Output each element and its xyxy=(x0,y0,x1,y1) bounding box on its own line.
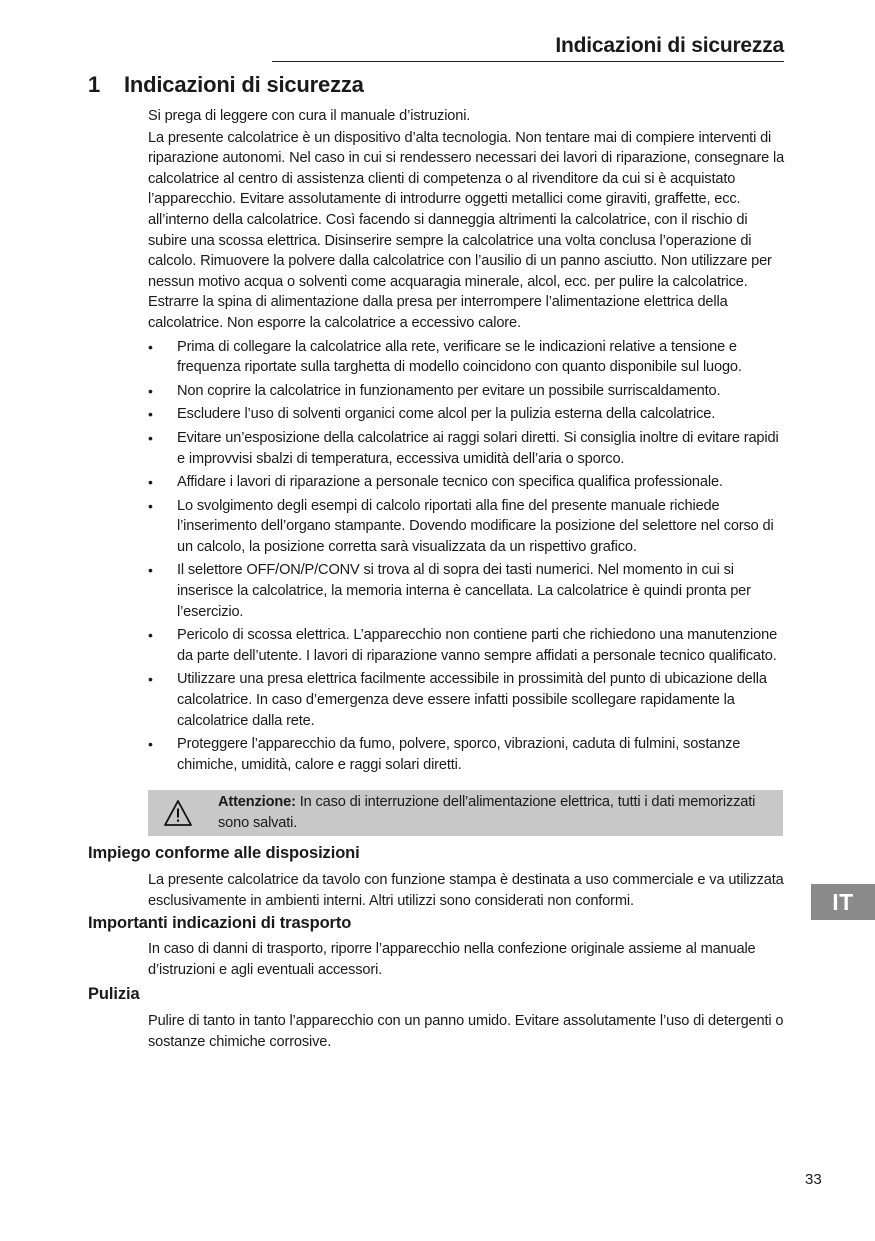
bullet-icon: • xyxy=(148,497,153,514)
list-item-text: Prima di collegare la calcolatrice alla rete, verificare se le indicazioni relative a tensione e frequenza riportate sulla targhetta di modello coincidono con quanto disponibile sul luogo. xyxy=(177,338,742,376)
list-item xyxy=(148,669,788,731)
section-title-text: Indicazioni di sicurezza xyxy=(124,72,364,97)
list-item xyxy=(148,337,788,378)
subsection-body: La presente calcolatrice da tavolo con funzione stampa è destinata a uso commerciale e va utilizzata esclusivamente in ambienti interni. Altri utilizzi sono considerati non conformi. xyxy=(148,872,784,909)
list-item-text: Lo svolgimento degli esempi di calcolo riportati alla fine del presente manuale richiede l’inserimento dell’organo stampante. Dovendo modificare la posizione del selettore nel corso di un calcolo, la posizione corretta sarà visualizzata da un rispettivo grafico. xyxy=(177,497,774,555)
bullet-icon: • xyxy=(148,382,153,399)
list-item xyxy=(148,428,788,469)
list-item-text: Escludere l’uso di solventi organici come alcol per la pulizia esterna della calcolatrice. xyxy=(177,406,716,423)
warning-text xyxy=(208,792,783,833)
bullet-icon: • xyxy=(148,474,153,491)
list-item-text: Utilizzare una presa elettrica facilmente accessibile in prossimità del punto di ubicazione della calcolatrice. In caso d’emergenza deve essere infatti possibile scollegare rapidamente la calcolatrice dalla rete. xyxy=(177,671,767,729)
warning-message: In caso di interruzione dell’alimentazione elettrica, tutti i dati memorizzati sono salvati. xyxy=(218,794,756,831)
list-item-text: Affidare i lavori di riparazione a personale tecnico con specifica qualifica professionale. xyxy=(177,474,723,491)
list-item-text: Pericolo di scossa elettrica. L’apparecchio non contiene parti che richiedono una manutenzione da parte dell’utente. I lavori di riparazione vanno sempre affidati a personale tecnico qualificato. xyxy=(177,627,778,664)
list-item-text: Il selettore OFF/ON/P/CONV si trova al di sopra dei tasti numerici. Nel momento in cui si inserisce la calcolatrice, la memoria interna è cancellata. La calcolatrice è quindi pronta per l’esercizio. xyxy=(177,562,751,620)
subsection-heading: Impiego conforme alle disposizioni xyxy=(88,844,360,862)
subsection-heading: Pulizia xyxy=(88,985,140,1003)
list-item xyxy=(148,625,788,666)
subsection-body: Pulire di tanto in tanto l’apparecchio con un panno umido. Evitare assolutamente l’uso di detergenti o sostanze chimiche corrosive. xyxy=(148,1013,784,1050)
list-item-text: Proteggere l’apparecchio da fumo, polvere, sporco, vibrazioni, caduta di fulmini, sostanze chimiche, umidità, calore e raggi solari diretti. xyxy=(177,736,741,773)
subsection-heading: Importanti indicazioni di trasporto xyxy=(88,914,352,932)
bullet-icon: • xyxy=(148,338,153,355)
subsection-body: In caso di danni di trasporto, riporre l’apparecchio nella confezione originale assieme al manuale d’istruzioni e agli eventuali accessori. xyxy=(148,941,756,978)
bullet-icon: • xyxy=(148,406,153,423)
section-title xyxy=(88,72,364,98)
list-item xyxy=(148,734,788,775)
safety-content xyxy=(148,106,788,778)
bullet-icon: • xyxy=(148,671,153,688)
list-item-text: Evitare un’esposizione della calcolatrice ai raggi solari diretti. Si consiglia inoltre di evitare rapidi e improvvisi sbalzi di temperatura, eccessiva umidità dell’aria o sporco. xyxy=(177,429,779,467)
running-header: Indicazioni di sicurezza xyxy=(272,34,784,62)
list-item xyxy=(148,404,788,425)
list-item xyxy=(148,496,788,558)
bullet-icon: • xyxy=(148,627,153,644)
section-number: 1 xyxy=(88,72,101,97)
warning-box xyxy=(148,790,783,836)
bullet-icon: • xyxy=(148,562,153,579)
intro-paragraph: La presente calcolatrice è un dispositivo d’alta tecnologia. Non tentare mai di compiere interventi di riparazione autonomi. Nel caso in cui si rendessero necessari dei lavori di riparazione, consegnare la calcolatrice al centro di assistenza clienti di competenza o al rivenditore da cui si è acquistato l’apparecchio. Evitare assolutamente di introdurre oggetti metallici come giraviti, graffette, ecc. all’interno della calcolatrice. Così facendo si danneggia altrimenti la calcolatrice, con il rischio di subire una scossa elettrica. Disinserire sempre la calcolatrice una volta conclusa l’operazione di calcolo. Rimuovere la polvere dalla calcolatrice con l’ausilio di un panno asciutto. Non utilizzare per nessun motivo acqua o solventi come acquaragia minerale, alcol, ecc. per pulire la calcolatrice. Estrarre la spina di alimentazione dalla presa per interrompere l’alimentazione elettrica della calcolatrice. Non esporre la calcolatrice a eccessivo calore. xyxy=(148,129,785,331)
language-tab: IT xyxy=(811,884,875,920)
list-item xyxy=(148,381,788,402)
page-number: 33 xyxy=(805,1171,822,1188)
intro-paragraph: Si prega di leggere con cura il manuale d’istruzioni. xyxy=(148,108,471,124)
list-item xyxy=(148,472,788,493)
list-item-text: Non coprire la calcolatrice in funzionamento per evitare un possibile surriscaldamento. xyxy=(177,382,721,399)
safety-bullet-list xyxy=(148,337,788,776)
list-item xyxy=(148,560,788,622)
bullet-icon: • xyxy=(148,429,153,446)
bullet-icon: • xyxy=(148,736,153,753)
warning-triangle-icon xyxy=(148,790,208,836)
warning-label: Attenzione: xyxy=(218,794,296,811)
